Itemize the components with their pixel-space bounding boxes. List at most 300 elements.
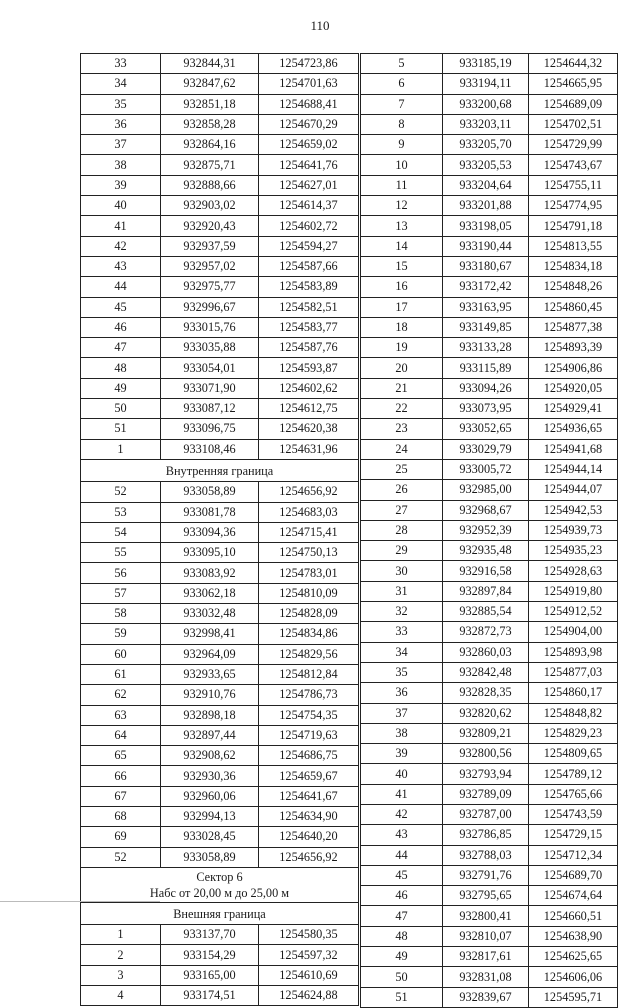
x-coordinate-cell: 933165,00 bbox=[161, 965, 259, 985]
x-coordinate-cell: 932787,00 bbox=[443, 804, 529, 824]
x-coordinate-cell: 932903,02 bbox=[161, 196, 259, 216]
x-coordinate-cell: 933204,64 bbox=[443, 175, 529, 195]
point-number-cell: 15 bbox=[361, 256, 443, 276]
table-row bbox=[81, 399, 359, 419]
point-number-cell: 5 bbox=[361, 54, 443, 74]
x-coordinate-cell: 933073,95 bbox=[443, 399, 529, 419]
point-number-cell: 58 bbox=[81, 604, 161, 624]
y-coordinate-cell: 1254810,09 bbox=[259, 583, 359, 603]
point-number-cell: 65 bbox=[81, 746, 161, 766]
y-coordinate-cell: 1254620,38 bbox=[259, 419, 359, 439]
x-coordinate-cell: 933205,53 bbox=[443, 155, 529, 175]
table-row bbox=[361, 764, 618, 784]
point-number-cell: 6 bbox=[361, 74, 443, 94]
table-row bbox=[81, 54, 359, 74]
x-coordinate-cell: 932800,41 bbox=[443, 906, 529, 926]
y-coordinate-cell: 1254580,35 bbox=[259, 925, 359, 945]
y-coordinate-cell: 1254644,32 bbox=[529, 54, 618, 74]
point-number-cell: 63 bbox=[81, 705, 161, 725]
table-row bbox=[361, 256, 618, 276]
table-row bbox=[81, 378, 359, 398]
point-number-cell: 20 bbox=[361, 358, 443, 378]
point-number-cell: 25 bbox=[361, 459, 443, 479]
y-coordinate-cell: 1254906,86 bbox=[529, 358, 618, 378]
point-number-cell: 43 bbox=[81, 256, 161, 276]
y-coordinate-cell: 1254920,05 bbox=[529, 378, 618, 398]
x-coordinate-cell: 932831,08 bbox=[443, 967, 529, 987]
point-number-cell: 33 bbox=[81, 54, 161, 74]
x-coordinate-cell: 933096,75 bbox=[161, 419, 259, 439]
x-coordinate-cell: 933081,78 bbox=[161, 502, 259, 522]
y-coordinate-cell: 1254834,18 bbox=[529, 256, 618, 276]
y-coordinate-cell: 1254754,35 bbox=[259, 705, 359, 725]
point-number-cell: 7 bbox=[361, 94, 443, 114]
table-row bbox=[81, 297, 359, 317]
table-row bbox=[81, 135, 359, 155]
table-row bbox=[81, 583, 359, 603]
y-coordinate-cell: 1254606,06 bbox=[529, 967, 618, 987]
y-coordinate-cell: 1254743,59 bbox=[529, 804, 618, 824]
point-number-cell: 42 bbox=[81, 236, 161, 256]
point-number-cell: 27 bbox=[361, 500, 443, 520]
table-row bbox=[361, 967, 618, 987]
y-coordinate-cell: 1254929,41 bbox=[529, 399, 618, 419]
table-row bbox=[81, 522, 359, 542]
y-coordinate-cell: 1254813,55 bbox=[529, 236, 618, 256]
section-header-row bbox=[81, 867, 359, 902]
point-number-cell: 38 bbox=[361, 723, 443, 743]
x-coordinate-cell: 932933,65 bbox=[161, 664, 259, 684]
point-number-cell: 47 bbox=[361, 906, 443, 926]
x-coordinate-cell: 932872,73 bbox=[443, 622, 529, 642]
point-number-cell: 39 bbox=[81, 175, 161, 195]
y-coordinate-cell: 1254686,75 bbox=[259, 746, 359, 766]
point-number-cell: 32 bbox=[361, 602, 443, 622]
point-number-cell: 13 bbox=[361, 216, 443, 236]
table-row bbox=[81, 563, 359, 583]
section-header bbox=[81, 867, 359, 902]
table-row bbox=[81, 317, 359, 337]
table-row bbox=[81, 277, 359, 297]
y-coordinate-cell: 1254610,69 bbox=[259, 965, 359, 985]
table-row bbox=[81, 482, 359, 502]
x-coordinate-cell: 933083,92 bbox=[161, 563, 259, 583]
y-coordinate-cell: 1254612,75 bbox=[259, 399, 359, 419]
point-number-cell: 52 bbox=[81, 482, 161, 502]
y-coordinate-cell: 1254848,82 bbox=[529, 703, 618, 723]
page-number: 110 bbox=[310, 18, 330, 33]
point-number-cell: 50 bbox=[81, 399, 161, 419]
y-coordinate-cell: 1254942,53 bbox=[529, 500, 618, 520]
point-number-cell: 34 bbox=[361, 642, 443, 662]
point-number-cell: 30 bbox=[361, 561, 443, 581]
x-coordinate-cell: 933015,76 bbox=[161, 317, 259, 337]
table-row bbox=[81, 216, 359, 236]
table-row bbox=[361, 459, 618, 479]
point-number-cell: 2 bbox=[81, 945, 161, 965]
y-coordinate-cell: 1254877,38 bbox=[529, 317, 618, 337]
point-number-cell: 12 bbox=[361, 196, 443, 216]
table-row bbox=[361, 480, 618, 500]
point-number-cell: 47 bbox=[81, 338, 161, 358]
point-number-cell: 1 bbox=[81, 925, 161, 945]
x-coordinate-cell: 933005,72 bbox=[443, 459, 529, 479]
x-coordinate-cell: 932908,62 bbox=[161, 746, 259, 766]
x-coordinate-cell: 933095,10 bbox=[161, 543, 259, 563]
y-coordinate-cell: 1254928,63 bbox=[529, 561, 618, 581]
point-number-cell: 36 bbox=[361, 683, 443, 703]
table-row bbox=[361, 987, 618, 1007]
point-number-cell: 64 bbox=[81, 725, 161, 745]
table-row bbox=[361, 54, 618, 74]
table-row bbox=[361, 419, 618, 439]
table-row bbox=[361, 784, 618, 804]
y-coordinate-cell: 1254829,56 bbox=[259, 644, 359, 664]
y-coordinate-cell: 1254656,92 bbox=[259, 847, 359, 867]
y-coordinate-cell: 1254597,32 bbox=[259, 945, 359, 965]
y-coordinate-cell: 1254789,12 bbox=[529, 764, 618, 784]
y-coordinate-cell: 1254719,63 bbox=[259, 725, 359, 745]
table-row bbox=[81, 827, 359, 847]
x-coordinate-cell: 933058,89 bbox=[161, 482, 259, 502]
y-coordinate-cell: 1254877,03 bbox=[529, 662, 618, 682]
y-coordinate-cell: 1254587,66 bbox=[259, 256, 359, 276]
x-coordinate-cell: 932930,36 bbox=[161, 766, 259, 786]
table-row bbox=[361, 500, 618, 520]
point-number-cell: 55 bbox=[81, 543, 161, 563]
x-coordinate-cell: 932964,09 bbox=[161, 644, 259, 664]
point-number-cell: 26 bbox=[361, 480, 443, 500]
y-coordinate-cell: 1254670,29 bbox=[259, 114, 359, 134]
table-row bbox=[81, 746, 359, 766]
y-coordinate-cell: 1254689,09 bbox=[529, 94, 618, 114]
point-number-cell: 36 bbox=[81, 114, 161, 134]
table-row bbox=[361, 74, 618, 94]
x-coordinate-cell: 933052,65 bbox=[443, 419, 529, 439]
table-row bbox=[81, 685, 359, 705]
y-coordinate-cell: 1254750,13 bbox=[259, 543, 359, 563]
point-number-cell: 56 bbox=[81, 563, 161, 583]
table-row bbox=[81, 725, 359, 745]
table-row bbox=[361, 236, 618, 256]
point-number-cell: 48 bbox=[81, 358, 161, 378]
point-number-cell: 44 bbox=[361, 845, 443, 865]
point-number-cell: 9 bbox=[361, 135, 443, 155]
x-coordinate-cell: 932820,62 bbox=[443, 703, 529, 723]
y-coordinate-cell: 1254936,65 bbox=[529, 419, 618, 439]
point-number-cell: 50 bbox=[361, 967, 443, 987]
table-row bbox=[81, 986, 359, 1006]
table-row bbox=[361, 886, 618, 906]
y-coordinate-cell: 1254812,84 bbox=[259, 664, 359, 684]
y-coordinate-cell: 1254665,95 bbox=[529, 74, 618, 94]
point-number-cell: 40 bbox=[361, 764, 443, 784]
x-coordinate-cell: 933094,26 bbox=[443, 378, 529, 398]
x-coordinate-cell: 933185,19 bbox=[443, 54, 529, 74]
table-row bbox=[361, 804, 618, 824]
x-coordinate-cell: 933194,11 bbox=[443, 74, 529, 94]
y-coordinate-cell: 1254786,73 bbox=[259, 685, 359, 705]
section-header-line: Внешняя граница bbox=[173, 906, 266, 921]
y-coordinate-cell: 1254674,64 bbox=[529, 886, 618, 906]
x-coordinate-cell: 932920,43 bbox=[161, 216, 259, 236]
y-coordinate-cell: 1254935,23 bbox=[529, 541, 618, 561]
y-coordinate-cell: 1254848,26 bbox=[529, 277, 618, 297]
x-coordinate-cell: 933108,46 bbox=[161, 439, 259, 459]
x-coordinate-cell: 933149,85 bbox=[443, 317, 529, 337]
x-coordinate-cell: 932885,54 bbox=[443, 602, 529, 622]
x-coordinate-cell: 933032,48 bbox=[161, 604, 259, 624]
x-coordinate-cell: 933205,70 bbox=[443, 135, 529, 155]
point-number-cell: 21 bbox=[361, 378, 443, 398]
point-number-cell: 53 bbox=[81, 502, 161, 522]
x-coordinate-cell: 933154,29 bbox=[161, 945, 259, 965]
x-coordinate-cell: 932897,84 bbox=[443, 581, 529, 601]
table-row bbox=[361, 196, 618, 216]
x-coordinate-cell: 933028,45 bbox=[161, 827, 259, 847]
y-coordinate-cell: 1254912,52 bbox=[529, 602, 618, 622]
x-coordinate-cell: 932975,77 bbox=[161, 277, 259, 297]
point-number-cell: 18 bbox=[361, 317, 443, 337]
point-number-cell: 28 bbox=[361, 520, 443, 540]
point-number-cell: 35 bbox=[361, 662, 443, 682]
x-coordinate-cell: 933203,11 bbox=[443, 114, 529, 134]
point-number-cell: 4 bbox=[81, 986, 161, 1006]
x-coordinate-cell: 933087,12 bbox=[161, 399, 259, 419]
table-row bbox=[361, 216, 618, 236]
point-number-cell: 51 bbox=[81, 419, 161, 439]
y-coordinate-cell: 1254641,76 bbox=[259, 155, 359, 175]
x-coordinate-cell: 932864,16 bbox=[161, 135, 259, 155]
table-row bbox=[81, 114, 359, 134]
point-number-cell: 57 bbox=[81, 583, 161, 603]
table-row bbox=[361, 683, 618, 703]
x-coordinate-cell: 932937,59 bbox=[161, 236, 259, 256]
point-number-cell: 31 bbox=[361, 581, 443, 601]
table-row bbox=[361, 581, 618, 601]
point-number-cell: 37 bbox=[361, 703, 443, 723]
table-row bbox=[361, 155, 618, 175]
table-row bbox=[81, 338, 359, 358]
point-number-cell: 48 bbox=[361, 926, 443, 946]
y-coordinate-cell: 1254834,86 bbox=[259, 624, 359, 644]
y-coordinate-cell: 1254689,70 bbox=[529, 865, 618, 885]
point-number-cell: 66 bbox=[81, 766, 161, 786]
y-coordinate-cell: 1254712,34 bbox=[529, 845, 618, 865]
coordinates-table-right bbox=[360, 53, 618, 1008]
x-coordinate-cell: 932828,35 bbox=[443, 683, 529, 703]
x-coordinate-cell: 933058,89 bbox=[161, 847, 259, 867]
point-number-cell: 49 bbox=[361, 947, 443, 967]
x-coordinate-cell: 932960,06 bbox=[161, 786, 259, 806]
point-number-cell: 52 bbox=[81, 847, 161, 867]
x-coordinate-cell: 932994,13 bbox=[161, 806, 259, 826]
y-coordinate-cell: 1254602,62 bbox=[259, 378, 359, 398]
section-header-row bbox=[81, 902, 359, 924]
x-coordinate-cell: 932898,18 bbox=[161, 705, 259, 725]
y-coordinate-cell: 1254627,01 bbox=[259, 175, 359, 195]
x-coordinate-cell: 933172,42 bbox=[443, 277, 529, 297]
x-coordinate-cell: 932888,66 bbox=[161, 175, 259, 195]
coordinates-table-left bbox=[80, 53, 359, 1006]
table-row bbox=[81, 604, 359, 624]
point-number-cell: 23 bbox=[361, 419, 443, 439]
x-coordinate-cell: 932996,67 bbox=[161, 297, 259, 317]
point-number-cell: 37 bbox=[81, 135, 161, 155]
point-number-cell: 24 bbox=[361, 439, 443, 459]
x-coordinate-cell: 932789,09 bbox=[443, 784, 529, 804]
table-row bbox=[81, 358, 359, 378]
table-row bbox=[361, 175, 618, 195]
y-coordinate-cell: 1254656,92 bbox=[259, 482, 359, 502]
x-coordinate-cell: 933163,95 bbox=[443, 297, 529, 317]
point-number-cell: 8 bbox=[361, 114, 443, 134]
table-row bbox=[361, 378, 618, 398]
point-number-cell: 49 bbox=[81, 378, 161, 398]
x-coordinate-cell: 932788,03 bbox=[443, 845, 529, 865]
point-number-cell: 3 bbox=[81, 965, 161, 985]
table-row bbox=[81, 925, 359, 945]
point-number-cell: 38 bbox=[81, 155, 161, 175]
table-row bbox=[81, 786, 359, 806]
table-row bbox=[81, 847, 359, 867]
point-number-cell: 34 bbox=[81, 74, 161, 94]
y-coordinate-cell: 1254729,15 bbox=[529, 825, 618, 845]
table-row bbox=[81, 175, 359, 195]
x-coordinate-cell: 932897,44 bbox=[161, 725, 259, 745]
y-coordinate-cell: 1254783,01 bbox=[259, 563, 359, 583]
point-number-cell: 14 bbox=[361, 236, 443, 256]
table-row bbox=[361, 642, 618, 662]
point-number-cell: 60 bbox=[81, 644, 161, 664]
y-coordinate-cell: 1254702,51 bbox=[529, 114, 618, 134]
table-row bbox=[361, 520, 618, 540]
point-number-cell: 29 bbox=[361, 541, 443, 561]
y-coordinate-cell: 1254944,14 bbox=[529, 459, 618, 479]
table-row bbox=[81, 644, 359, 664]
x-coordinate-cell: 932875,71 bbox=[161, 155, 259, 175]
x-coordinate-cell: 932795,65 bbox=[443, 886, 529, 906]
x-coordinate-cell: 932844,31 bbox=[161, 54, 259, 74]
section-header-line: Внутренняя граница bbox=[165, 463, 274, 478]
x-coordinate-cell: 933137,70 bbox=[161, 925, 259, 945]
table-row bbox=[361, 602, 618, 622]
y-coordinate-cell: 1254640,20 bbox=[259, 827, 359, 847]
table-row bbox=[361, 703, 618, 723]
x-coordinate-cell: 933029,79 bbox=[443, 439, 529, 459]
x-coordinate-cell: 932810,07 bbox=[443, 926, 529, 946]
table-row bbox=[81, 94, 359, 114]
x-coordinate-cell: 932839,67 bbox=[443, 987, 529, 1007]
y-coordinate-cell: 1254743,67 bbox=[529, 155, 618, 175]
x-coordinate-cell: 933190,44 bbox=[443, 236, 529, 256]
point-number-cell: 45 bbox=[81, 297, 161, 317]
point-number-cell: 69 bbox=[81, 827, 161, 847]
x-coordinate-cell: 932817,61 bbox=[443, 947, 529, 967]
table-row bbox=[361, 439, 618, 459]
table-row bbox=[81, 624, 359, 644]
y-coordinate-cell: 1254755,11 bbox=[529, 175, 618, 195]
table-row bbox=[81, 256, 359, 276]
table-row bbox=[361, 662, 618, 682]
point-number-cell: 11 bbox=[361, 175, 443, 195]
y-coordinate-cell: 1254860,45 bbox=[529, 297, 618, 317]
x-coordinate-cell: 933035,88 bbox=[161, 338, 259, 358]
y-coordinate-cell: 1254624,88 bbox=[259, 986, 359, 1006]
y-coordinate-cell: 1254829,23 bbox=[529, 723, 618, 743]
y-coordinate-cell: 1254688,41 bbox=[259, 94, 359, 114]
y-coordinate-cell: 1254582,51 bbox=[259, 297, 359, 317]
point-number-cell: 45 bbox=[361, 865, 443, 885]
x-coordinate-cell: 933094,36 bbox=[161, 522, 259, 542]
point-number-cell: 42 bbox=[361, 804, 443, 824]
x-coordinate-cell: 932800,56 bbox=[443, 744, 529, 764]
table-row bbox=[81, 236, 359, 256]
point-number-cell: 1 bbox=[81, 439, 161, 459]
section-header bbox=[81, 459, 359, 481]
x-coordinate-cell: 932998,41 bbox=[161, 624, 259, 644]
point-number-cell: 17 bbox=[361, 297, 443, 317]
y-coordinate-cell: 1254893,39 bbox=[529, 338, 618, 358]
y-coordinate-cell: 1254919,80 bbox=[529, 581, 618, 601]
table-row bbox=[361, 947, 618, 967]
x-coordinate-cell: 932957,02 bbox=[161, 256, 259, 276]
y-coordinate-cell: 1254593,87 bbox=[259, 358, 359, 378]
y-coordinate-cell: 1254809,65 bbox=[529, 744, 618, 764]
table-row bbox=[361, 906, 618, 926]
point-number-cell: 35 bbox=[81, 94, 161, 114]
y-coordinate-cell: 1254860,17 bbox=[529, 683, 618, 703]
table-row bbox=[81, 196, 359, 216]
x-coordinate-cell: 932910,76 bbox=[161, 685, 259, 705]
point-number-cell: 19 bbox=[361, 338, 443, 358]
table-row bbox=[361, 94, 618, 114]
y-coordinate-cell: 1254828,09 bbox=[259, 604, 359, 624]
y-coordinate-cell: 1254939,73 bbox=[529, 520, 618, 540]
x-coordinate-cell: 932809,21 bbox=[443, 723, 529, 743]
y-coordinate-cell: 1254941,68 bbox=[529, 439, 618, 459]
y-coordinate-cell: 1254723,86 bbox=[259, 54, 359, 74]
table-row bbox=[361, 338, 618, 358]
point-number-cell: 40 bbox=[81, 196, 161, 216]
table-row bbox=[361, 723, 618, 743]
table-row bbox=[81, 945, 359, 965]
y-coordinate-cell: 1254614,37 bbox=[259, 196, 359, 216]
table-row bbox=[81, 155, 359, 175]
y-coordinate-cell: 1254587,76 bbox=[259, 338, 359, 358]
x-coordinate-cell: 933133,28 bbox=[443, 338, 529, 358]
y-coordinate-cell: 1254659,67 bbox=[259, 766, 359, 786]
x-coordinate-cell: 932791,76 bbox=[443, 865, 529, 885]
point-number-cell: 22 bbox=[361, 399, 443, 419]
x-coordinate-cell: 933071,90 bbox=[161, 378, 259, 398]
table-row bbox=[81, 664, 359, 684]
table-row bbox=[361, 114, 618, 134]
point-number-cell: 61 bbox=[81, 664, 161, 684]
table-row bbox=[81, 543, 359, 563]
y-coordinate-cell: 1254634,90 bbox=[259, 806, 359, 826]
x-coordinate-cell: 932952,39 bbox=[443, 520, 529, 540]
y-coordinate-cell: 1254660,51 bbox=[529, 906, 618, 926]
table-row bbox=[81, 439, 359, 459]
x-coordinate-cell: 932786,85 bbox=[443, 825, 529, 845]
y-coordinate-cell: 1254729,99 bbox=[529, 135, 618, 155]
x-coordinate-cell: 932851,18 bbox=[161, 94, 259, 114]
y-coordinate-cell: 1254765,66 bbox=[529, 784, 618, 804]
x-coordinate-cell: 932860,03 bbox=[443, 642, 529, 662]
x-coordinate-cell: 933062,18 bbox=[161, 583, 259, 603]
table-row bbox=[81, 705, 359, 725]
